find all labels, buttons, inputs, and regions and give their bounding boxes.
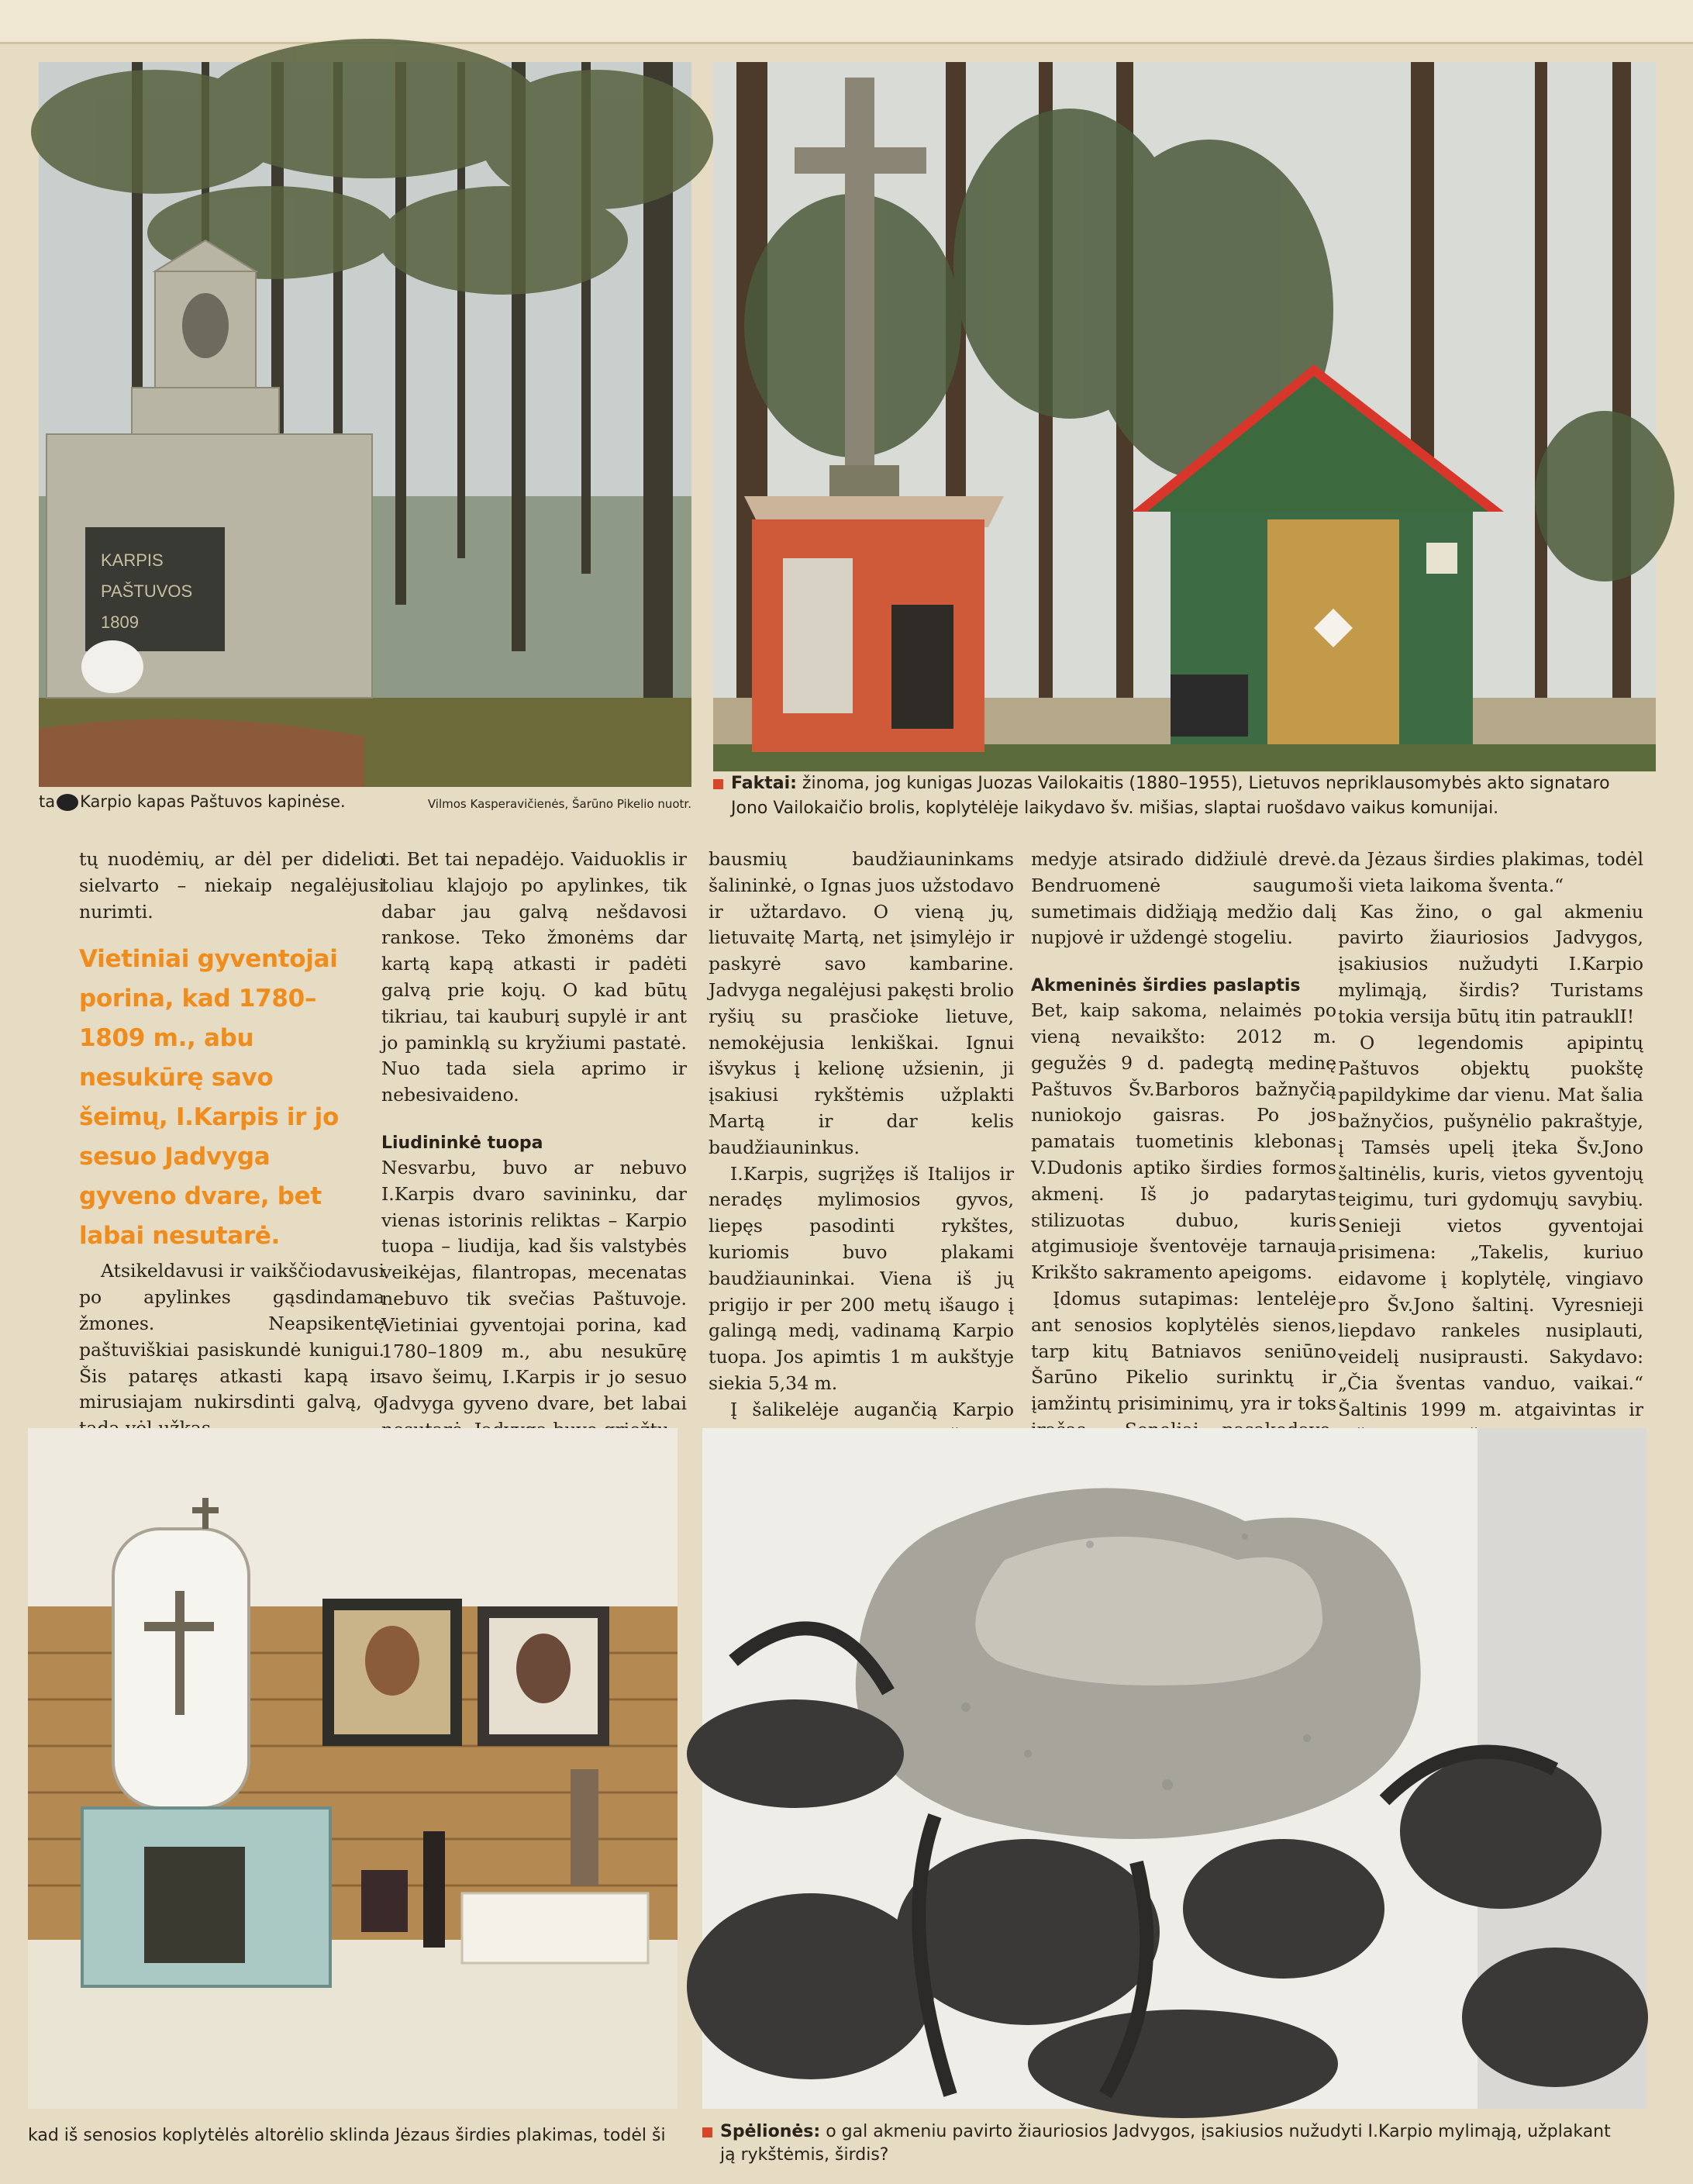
col4-paragraph-1: medyje atsirado didžiulė drevė. Bendruomenė saugumo sumetimais didžiąją medžio dalį nupjovė ir uždengė stogeliu.	[1031, 848, 1336, 949]
page-top-strip	[0, 0, 1693, 44]
col2-paragraph-1: ti. Bet tai nepadėjo. Vaiduoklis ir toliau klajojo po apylinkes, tik dabar jau galvą nešdavosi rankose. Teko žmonėms dar kartą kapą atkasti ir padėti galvą prie kojų. O kad būtų tikriau, tai kauburį supylė ir ant jo paminklą su kryžiumi pastatė. Nuo tada siela aprimo ir nebesivaideno.	[381, 848, 687, 1106]
photo-stone-bowl	[702, 1428, 1646, 2109]
photo-cross-and-chapel	[713, 62, 1656, 771]
caption-facts	[713, 771, 1674, 821]
caption-grave	[39, 792, 691, 811]
photo-chapel-interior	[28, 1428, 678, 2109]
svg-text:KARPIS: KARPIS	[101, 550, 164, 570]
col3-paragraph-3: Į šalikelėje augančią Karpio	[730, 1398, 1014, 1420]
red-square-bullet	[702, 2127, 712, 2137]
ink-blot	[57, 794, 78, 811]
col5-paragraph-1: da Jėzaus širdies plakimas, todėl ši vieta laikoma šventa.“	[1338, 848, 1643, 896]
col4-paragraph-3: Įdomus sutapimas: lentelėje ant senosios koplytėlės sienos, tarp kitų Batniavos seniūno Šarūno Pikelio surinktų ir įamžintų prisiminimų, yra ir toks	[1031, 1287, 1336, 1415]
col5-paragraph-2: Kas žino, o gal akmeniu pavirto žiauriosios Jadvygos, įsakiusios nužudyti I.Karpio mylimąją, širdis? Turistams tokia versija būtų itin patrauklI!	[1338, 900, 1643, 1027]
col3-paragraph-2: I.Karpis, sugrįžęs iš Italijos ir neradęs mylimosios gyvos, liepęs pasodinti rykštes, kuriomis buvo plakami baudžiauninkai. Viena iš jų prigijo ir per 200 metų išaugo į galingą medį, vadinamą Karpio tuopa. Jos apimtis 1 m aukštyje siekia 5,34 m.	[709, 1162, 1014, 1394]
col4-paragraph-2: Bet, kaip sakoma, nelaimės po vieną nevaikšto: 2012 m. gegužės 9 d. padegtą medinę Paštuvos Šv.Barboros bažnyčią nuniokojo gaisras. Po jos pamatais tuometinis klebonas V.Dudonis aptiko širdies formos akmenį. Iš jo padarytas stilizuotas dubuo, kuris atgimusioje šventovėje tarnauja Krikšto sakramento apeigoms.	[1031, 999, 1336, 1284]
caption-label: Faktai:	[731, 774, 797, 793]
subheading-witness-poplar: Liudininkė tuopa	[381, 1133, 543, 1153]
caption-prefix: ta	[39, 792, 56, 811]
caption-chapel-interior: kad iš senosios koplytėlės altorėlio sklinda Jėzaus širdies plakimas, todėl ši	[28, 2126, 666, 2145]
column-3	[709, 847, 1014, 1420]
caption-line-2: Jono Vailokaičio brolis, koplytėlėje laikydavo šv. mišias, slaptai ruošdavo vaikus komunijai.	[731, 799, 1499, 818]
column-4	[1031, 847, 1336, 1420]
caption-stone-bowl	[702, 2120, 1664, 2167]
col1-paragraph-bottom: Atsikeldavusi ir vaikščiodavusi po apylinkes gąsdindama žmones. Neapsikentę paštuviškiai pasiskundė kunigui. Šis pataręs atkasti kapą ir mirusiajam nukirsdinti galvą, o	[79, 1260, 384, 1413]
caption-label: Spėlionės:	[720, 2122, 821, 2141]
column-2	[381, 847, 687, 1420]
caption-text: Karpio kapas Paštuvos kapinėse.	[80, 792, 346, 811]
photo-grave-monument	[39, 62, 691, 787]
col3-paragraph-1: bausmių baudžiauninkams šalininkė, o Ignas juos užstodavo ir užtardavo. O vieną jų, lietuvaitę Martą, net įsimylėjo ir paskyrė savo kambarine. Jadvyga negalėjusi pakęsti brolio ryšių su prasčioke lietuve, nemokėjusia lenkiškai. Ignui išvykus į kelionę užsienin, ji įsakiusi rykštėmis užplakti Martą ir dar kelis baudžiauninkus.	[709, 848, 1014, 1158]
subheading-stone-heart: Akmeninės širdies paslaptis	[1031, 976, 1301, 996]
caption-line-1: o gal akmeniu pavirto žiauriosios Jadvygos, įsakiusios nužudyti I.Karpio mylimąją, užplakant	[826, 2122, 1611, 2141]
red-square-bullet	[713, 779, 723, 789]
caption-line-2: ją rykštėmis, širdis?	[720, 2145, 889, 2165]
caption-line-1: žinoma, jog kunigas Juozas Vailokaitis (1880–1955), Lietuvos nepriklausomybės akto signataro	[802, 774, 1610, 793]
col5-paragraph-3: O legendomis apipintų Paštuvos objektų puokštę papildykime dar vienu. Mat šalia bažnyčios, pušynėlio pakraštyje, į Tamsės upelį įteka Šv.Jono šaltinėlis, kuris, vietos gyventojų teigimu, turi gydomųjų savybių. Senieji vietos gyventojai prisimena: „Takelis, kuriuo eidavome į koplytėlę, vingiavo pro Šv.Jono šaltinį. Vyresnieji liepdavo rankeles nusiplauti, veidelį nusiprausti. Sakydavo: „Čia šventas vanduo, vaikai.“ Šaltinis 1999 m. atgaivintas ir	[1338, 1031, 1643, 1420]
column-5	[1338, 847, 1643, 1420]
svg-text:1809: 1809	[101, 612, 139, 632]
photo-credit: Vilmos Kasperavičienės, Šarūno Pikelio nuotr.	[427, 797, 691, 811]
svg-text:PAŠTUVOS: PAŠTUVOS	[101, 581, 193, 601]
col1-paragraph-top: tų nuodėmių, ar dėl per didelio sielvarto – niekaip negalėjusi nurimti.	[79, 848, 384, 923]
pullquote: Vietiniai gyventojai porina, kad 1780–1809 m., abu nesukūrę savo šeimų, I.Karpis ir jo sesuo Jadvyga gyveno dvare, bet labai nesutarė.	[79, 945, 339, 1250]
col2-paragraph-2: Nesvarbu, buvo ar nebuvo I.Karpis dvaro savininku, dar vienas istorinis reliktas – Karpio tuopa – liudija, kad šis valstybės veikėjas, filantropas, mecenatas nebuvo tik svečias Paštuvoje. Vietiniai gyventojai porina, kad 1780–1809 m., abu nesukūrę savo šeimų, I.Karpis ir jo sesuo Jadvyga gyveno dvare, bet labai	[381, 1156, 687, 1415]
